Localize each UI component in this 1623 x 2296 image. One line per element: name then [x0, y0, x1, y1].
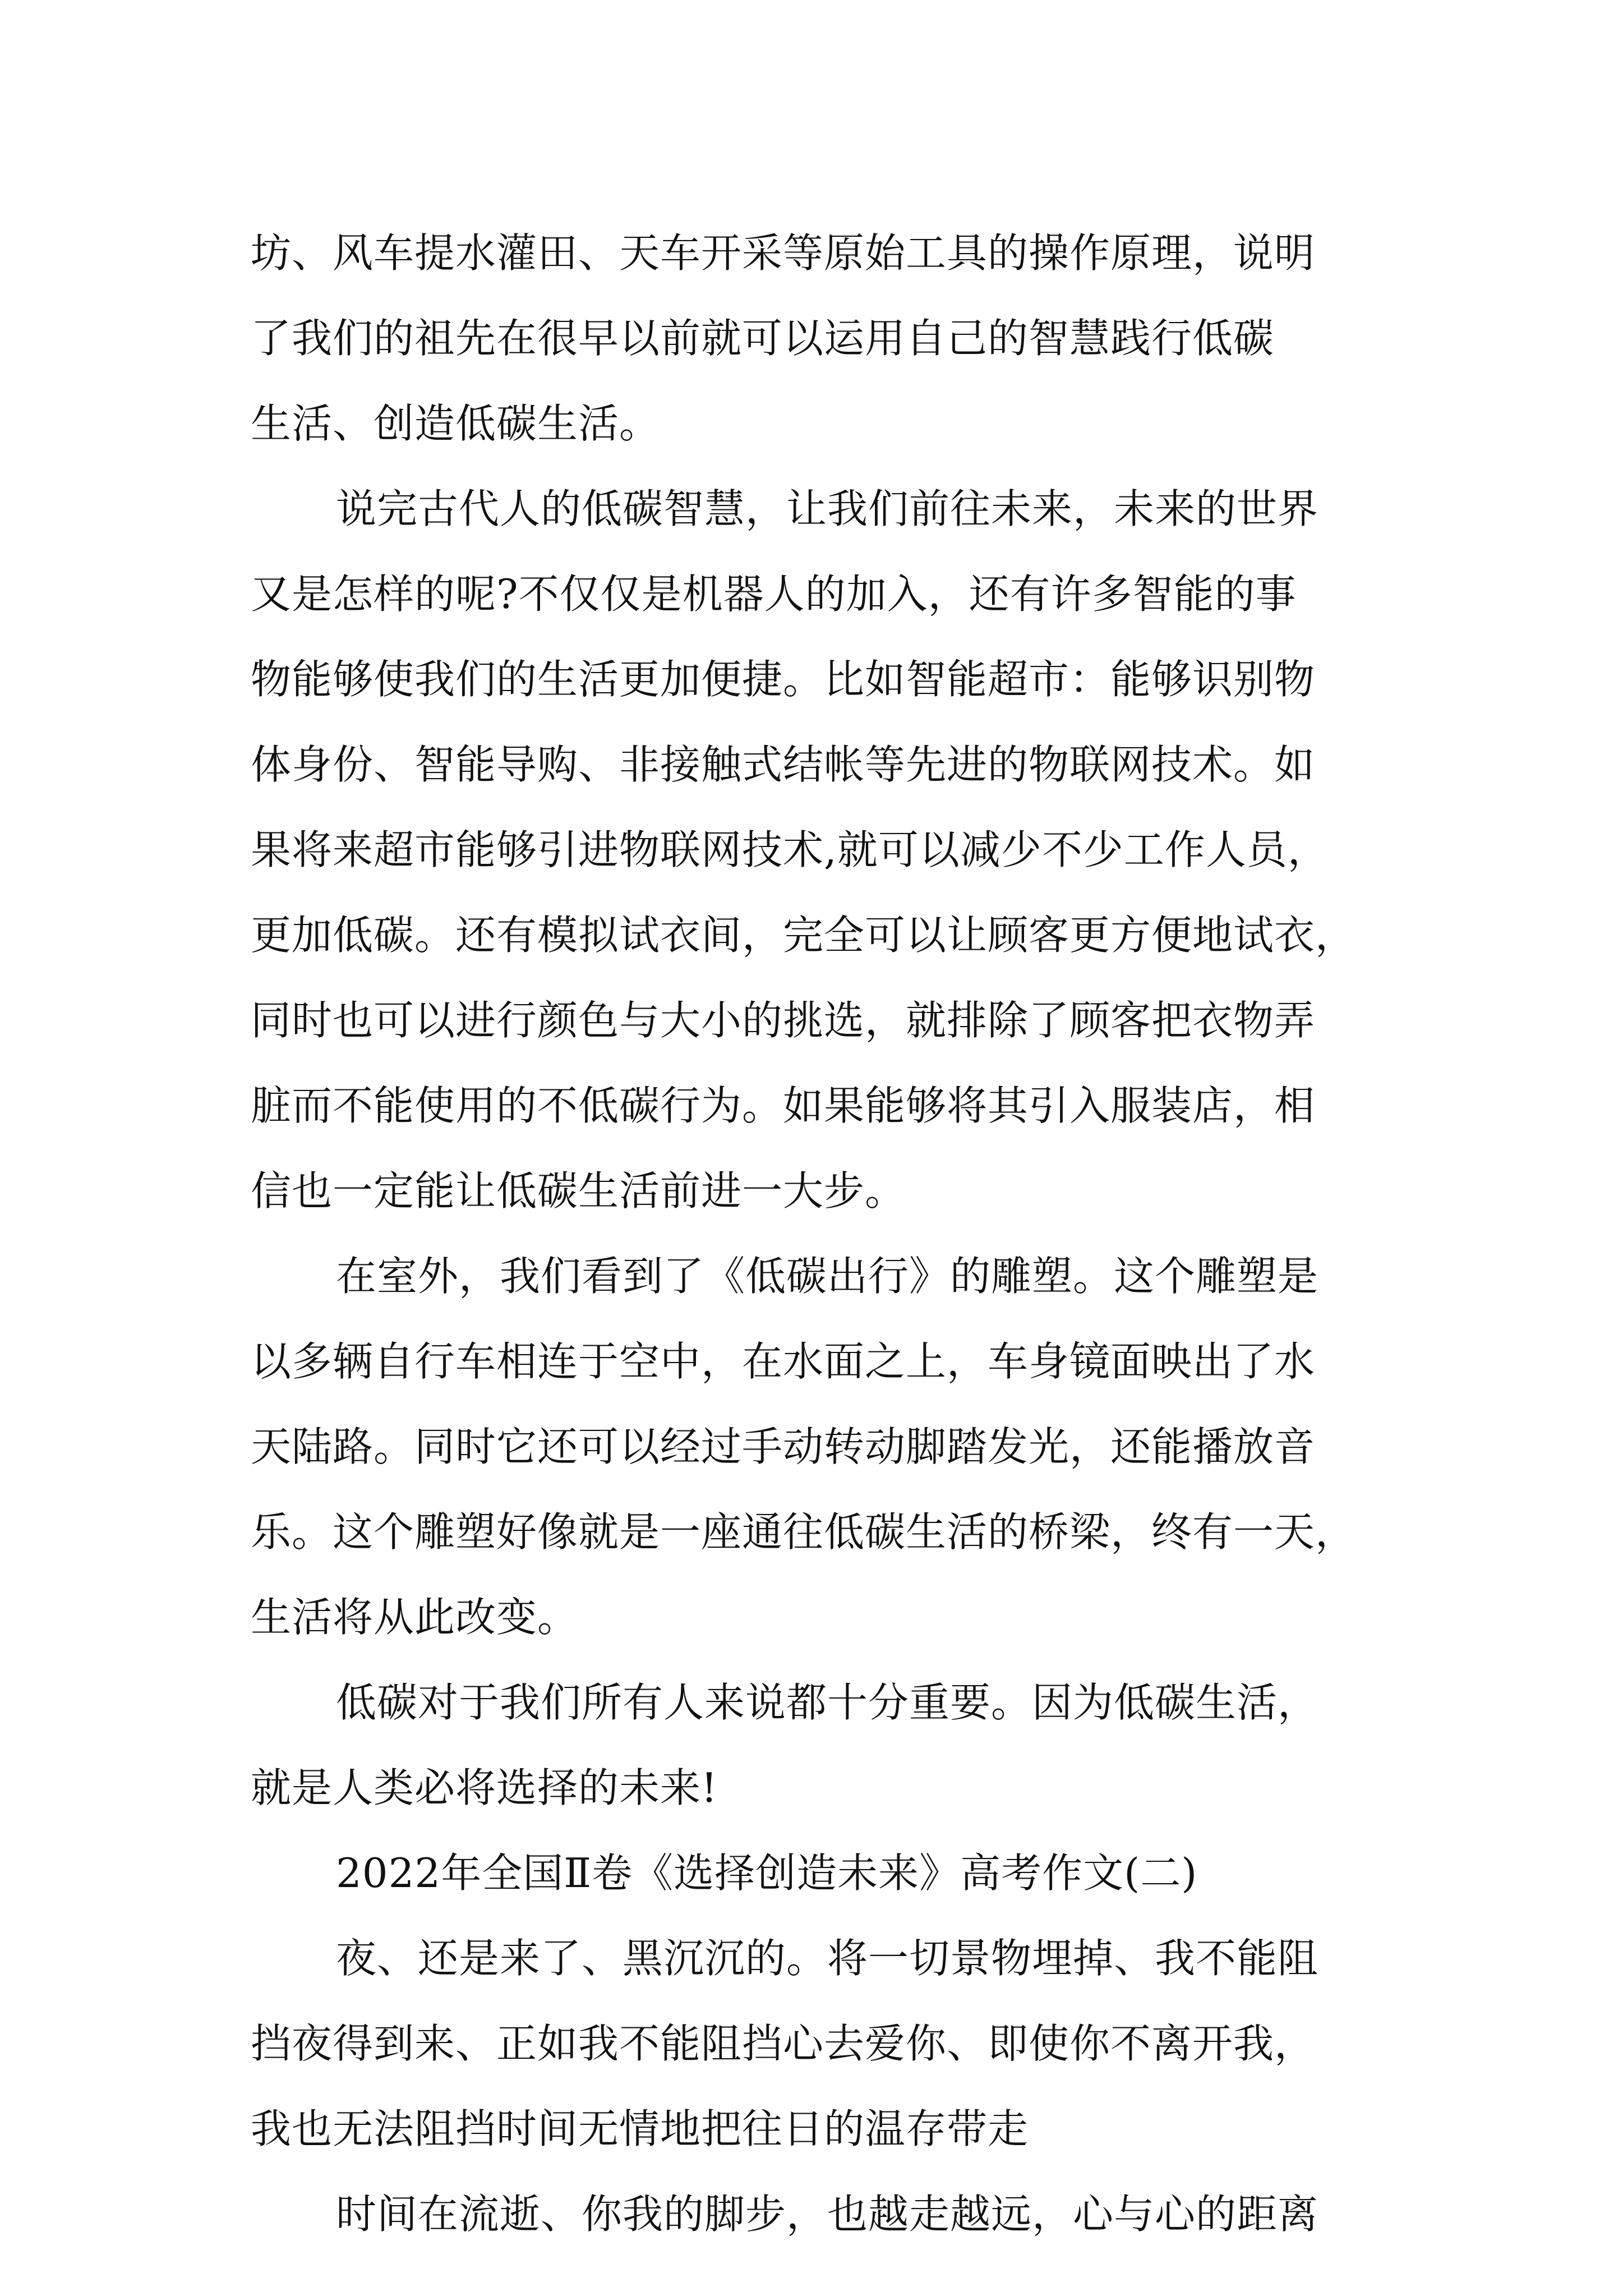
- text-line-13: 在室外，我们看到了《低碳出行》的雕塑。这个雕塑是: [336, 1253, 1319, 1300]
- text-line-10: 同时也可以进行颜色与大小的挑选，就排除了顾客把衣物弄: [251, 997, 1316, 1044]
- text-line-3: 生活、创造低碳生活。: [251, 400, 661, 447]
- text-line-23: 我也无法阻挡时间无情地把往日的温存带走: [251, 2105, 1029, 2152]
- text-line-9: 更加低碳。还有模拟试衣间，完全可以让顾客更方便地试衣，: [251, 912, 1357, 959]
- text-line-19: 就是人类必将选择的未来!: [251, 1764, 718, 1811]
- text-line-6: 物能够使我们的生活更加便捷。比如智能超市：能够识别物: [251, 656, 1316, 703]
- text-line-16: 乐。这个雕塑好像就是一座通往低碳生活的桥梁，终有一天，: [251, 1508, 1357, 1556]
- text-line-17: 生活将从此改变。: [251, 1594, 579, 1641]
- text-line-24: 时间在流逝、你我的脚步，也越走越远，心与心的距离: [336, 2191, 1319, 2238]
- text-line-11: 脏而不能使用的不低碳行为。如果能够将其引入服装店，相: [251, 1082, 1316, 1129]
- text-line-5: 又是怎样的呢?不仅仅是机器人的加入，还有许多智能的事: [251, 570, 1297, 618]
- text-line-15: 天陆路。同时它还可以经过手动转动脚踏发光，还能播放音: [251, 1423, 1316, 1470]
- text-line-4: 说完古代人的低碳智慧，让我们前往未来，未来的世界: [336, 485, 1319, 532]
- text-line-7: 体身份、智能导购、非接触式结帐等先进的物联网技术。如: [251, 741, 1316, 788]
- text-line-21: 夜、还是来了、黑沉沉的。将一切景物埋掉、我不能阻: [336, 1935, 1319, 1982]
- text-line-12: 信也一定能让低碳生活前进一大步。: [251, 1167, 906, 1214]
- text-line-18: 低碳对于我们所有人来说都十分重要。因为低碳生活，: [336, 1679, 1319, 1726]
- text-line-14: 以多辆自行车相连于空中，在水面之上，车身镜面映出了水: [251, 1338, 1316, 1385]
- essay-heading: 2022年全国Ⅱ卷《选择创造未来》高考作文(二): [336, 1849, 1198, 1897]
- essay-body: [251, 210, 1372, 2257]
- text-line-2: 了我们的祖先在很早以前就可以运用自己的智慧践行低碳: [251, 315, 1275, 362]
- text-line-1: 坊、风车提水灌田、天车开采等原始工具的操作原理，说明: [251, 229, 1316, 277]
- text-line-8: 果将来超市能够引进物联网技术,就可以减少不少工作人员，: [251, 826, 1329, 873]
- text-line-22: 挡夜得到来、正如我不能阻挡心去爱你、即使你不离开我，: [251, 2020, 1316, 2067]
